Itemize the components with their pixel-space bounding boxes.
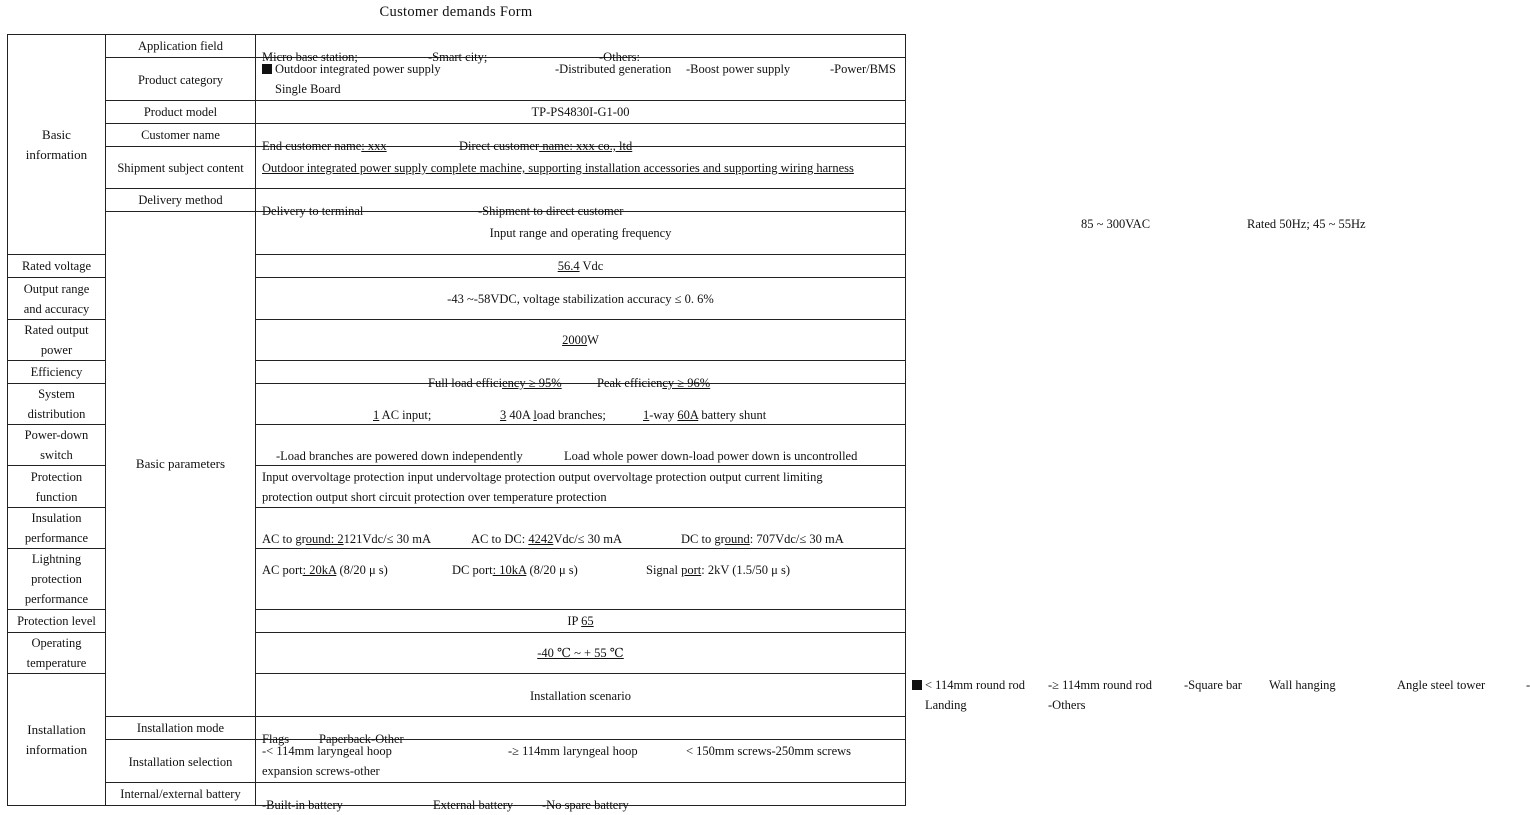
option-single-board[interactable]: Single Board (275, 82, 341, 96)
value-shipment-subject: Outdoor integrated power supply complete machine, supporting installation accessories and supporting wiring harness (262, 161, 854, 175)
option-laryngeal-hoop-large[interactable]: -≥ 114mm laryngeal hoop (508, 744, 638, 758)
option-round-rod-large[interactable]: -≥ 114mm round rod (1048, 678, 1152, 692)
checked-box-icon (912, 680, 922, 690)
value-dc-to-ground: DC to ground: 707Vdc/≤ 30 mA (681, 532, 844, 546)
checked-box-icon (262, 64, 272, 74)
customer-demands-table (7, 34, 1530, 812)
option-angle-steel-tower[interactable]: Angle steel tower (1397, 678, 1486, 692)
value-ac-to-dc: AC to DC: 4242Vdc/≤ 30 mA (471, 532, 622, 546)
direct-customer-name: Direct customer name: xxx co., ltd (459, 139, 633, 153)
label-protection-function: Protection function (8, 466, 106, 508)
option-paperback-other[interactable]: Paperback-Other (319, 732, 404, 746)
label-product-model: Product model (106, 101, 256, 124)
row-installation-selection (8, 740, 906, 783)
row-battery (8, 783, 906, 806)
section-installation-information: Installation information (8, 674, 106, 806)
label-application-field: Application field (106, 35, 256, 58)
option-expansion-screws[interactable]: expansion screws-other (262, 764, 380, 778)
label-efficiency: Efficiency (8, 361, 106, 384)
form-title: Customer demands Form (379, 4, 533, 20)
option-landing[interactable]: Landing (925, 698, 967, 712)
option-boost-power-supply[interactable]: -Boost power supply (686, 62, 791, 76)
option-load-whole-power-down[interactable]: Load whole power down-load power down is uncontrolled (564, 449, 858, 463)
option-built-in-battery[interactable]: -Built-in battery (262, 798, 343, 812)
value-rated-output-power: 2000W (256, 320, 906, 361)
value-full-load-efficiency: Full load efficiency ≥ 95% (428, 376, 562, 390)
option-external-battery[interactable]: External battery (433, 798, 514, 812)
end-customer-name: End customer name: xxx (262, 139, 387, 153)
option-micro-base-station[interactable]: Micro base station; (262, 50, 358, 64)
value-rated-voltage: 56.4 Vdc (256, 255, 906, 278)
option-laryngeal-hoop-small[interactable]: -< 114mm laryngeal hoop (262, 744, 392, 758)
label-protection-level: Protection level (8, 610, 106, 633)
value-protection-function: Input overvoltage protection input undervoltage protection output overvoltage protection output current limiting protection output short circuit protection over temperature protection (256, 466, 906, 508)
option-power-bms[interactable]: -Power/BMS (830, 62, 896, 76)
value-product-model: TP-PS4830I-G1-00 (256, 101, 906, 124)
option-others[interactable]: -Others: (599, 50, 640, 64)
label-battery: Internal/external battery (106, 783, 256, 806)
section-basic-parameters: Basic parameters (106, 212, 256, 717)
value-ac-to-ground: AC to ground: 2121Vdc/≤ 30 mA (262, 532, 432, 546)
row-customer-name (8, 124, 906, 147)
row-delivery-method (8, 189, 906, 212)
value-protection-level: IP 65 (256, 610, 906, 633)
value-input-voltage: 85 ~ 300VAC (1081, 217, 1151, 231)
value-signal-port: Signal port: 2kV (1.5/50 μ s) (646, 563, 790, 577)
value-frequency: Rated 50Hz; 45 ~ 55Hz (1247, 217, 1366, 231)
value-ac-port: AC port: 20kA (8/20 μ s) (262, 563, 388, 577)
label-rated-voltage: Rated voltage (8, 255, 106, 278)
option-flags[interactable]: Flags (262, 732, 290, 746)
value-battery-shunt: 1-way 60A battery shunt (643, 408, 767, 422)
option-square-bar[interactable]: -Square bar (1184, 678, 1242, 692)
value-operating-temperature: -40 ℃ ~ + 55 ℃ (256, 633, 906, 674)
option-shipment-direct[interactable]: -Shipment to direct customer (478, 204, 624, 218)
section-basic-information: Basic information (8, 35, 106, 255)
value-output-range: -43 ~-58VDC, voltage stabilization accuracy ≤ 0. 6% (256, 278, 906, 320)
label-output-range: Output range and accuracy (8, 278, 106, 320)
row-product-model (8, 101, 906, 124)
label-installation-mode: Installation mode (106, 717, 256, 740)
option-smart-city[interactable]: -Smart city; (428, 50, 488, 64)
row-application-field (8, 35, 906, 58)
row-shipment-subject (8, 147, 906, 189)
label-input-range: Input range and operating frequency (256, 212, 906, 255)
option-distributed-generation[interactable]: -Distributed generation (555, 62, 672, 76)
value-ac-input: 1 AC input; (373, 408, 432, 422)
row-installation-mode (8, 717, 906, 740)
value-load-branches: 3 40A load branches; (500, 408, 606, 422)
label-product-category: Product category (106, 58, 256, 101)
row-input-range (8, 212, 906, 255)
label-rated-output-power: Rated output power (8, 320, 106, 361)
option-outdoor-integrated[interactable]: Outdoor integrated power supply (262, 59, 441, 79)
option-delivery-to-terminal[interactable]: Delivery to terminal (262, 204, 364, 218)
option-dash[interactable]: - (1526, 678, 1530, 692)
label-system-distribution: System distribution (8, 384, 106, 425)
label-lightning: Lightning protection performance (8, 549, 106, 610)
option-wall-hanging[interactable]: Wall hanging (1269, 678, 1336, 692)
label-installation-selection: Installation selection (106, 740, 256, 783)
label-power-down-switch: Power-down switch (8, 425, 106, 466)
option-screws[interactable]: < 150mm screws-250mm screws (686, 744, 852, 758)
row-product-category (8, 58, 906, 101)
value-peak-efficiency: Peak efficiency ≥ 96% (597, 376, 711, 390)
option-no-spare-battery[interactable]: -No spare battery (542, 798, 629, 812)
label-customer-name: Customer name (106, 124, 256, 147)
label-operating-temperature: Operating temperature (8, 633, 106, 674)
option-round-rod-small[interactable]: < 114mm round rod (912, 675, 1025, 695)
value-dc-port: DC port: 10kA (8/20 μ s) (452, 563, 578, 577)
label-shipment-subject: Shipment subject content (106, 147, 256, 189)
label-installation-scenario: Installation scenario (256, 674, 906, 717)
option-load-branches-independent[interactable]: -Load branches are powered down independently (276, 449, 523, 463)
option-scenario-others[interactable]: -Others (1048, 698, 1086, 712)
label-delivery-method: Delivery method (106, 189, 256, 212)
label-insulation: Insulation performance (8, 508, 106, 549)
